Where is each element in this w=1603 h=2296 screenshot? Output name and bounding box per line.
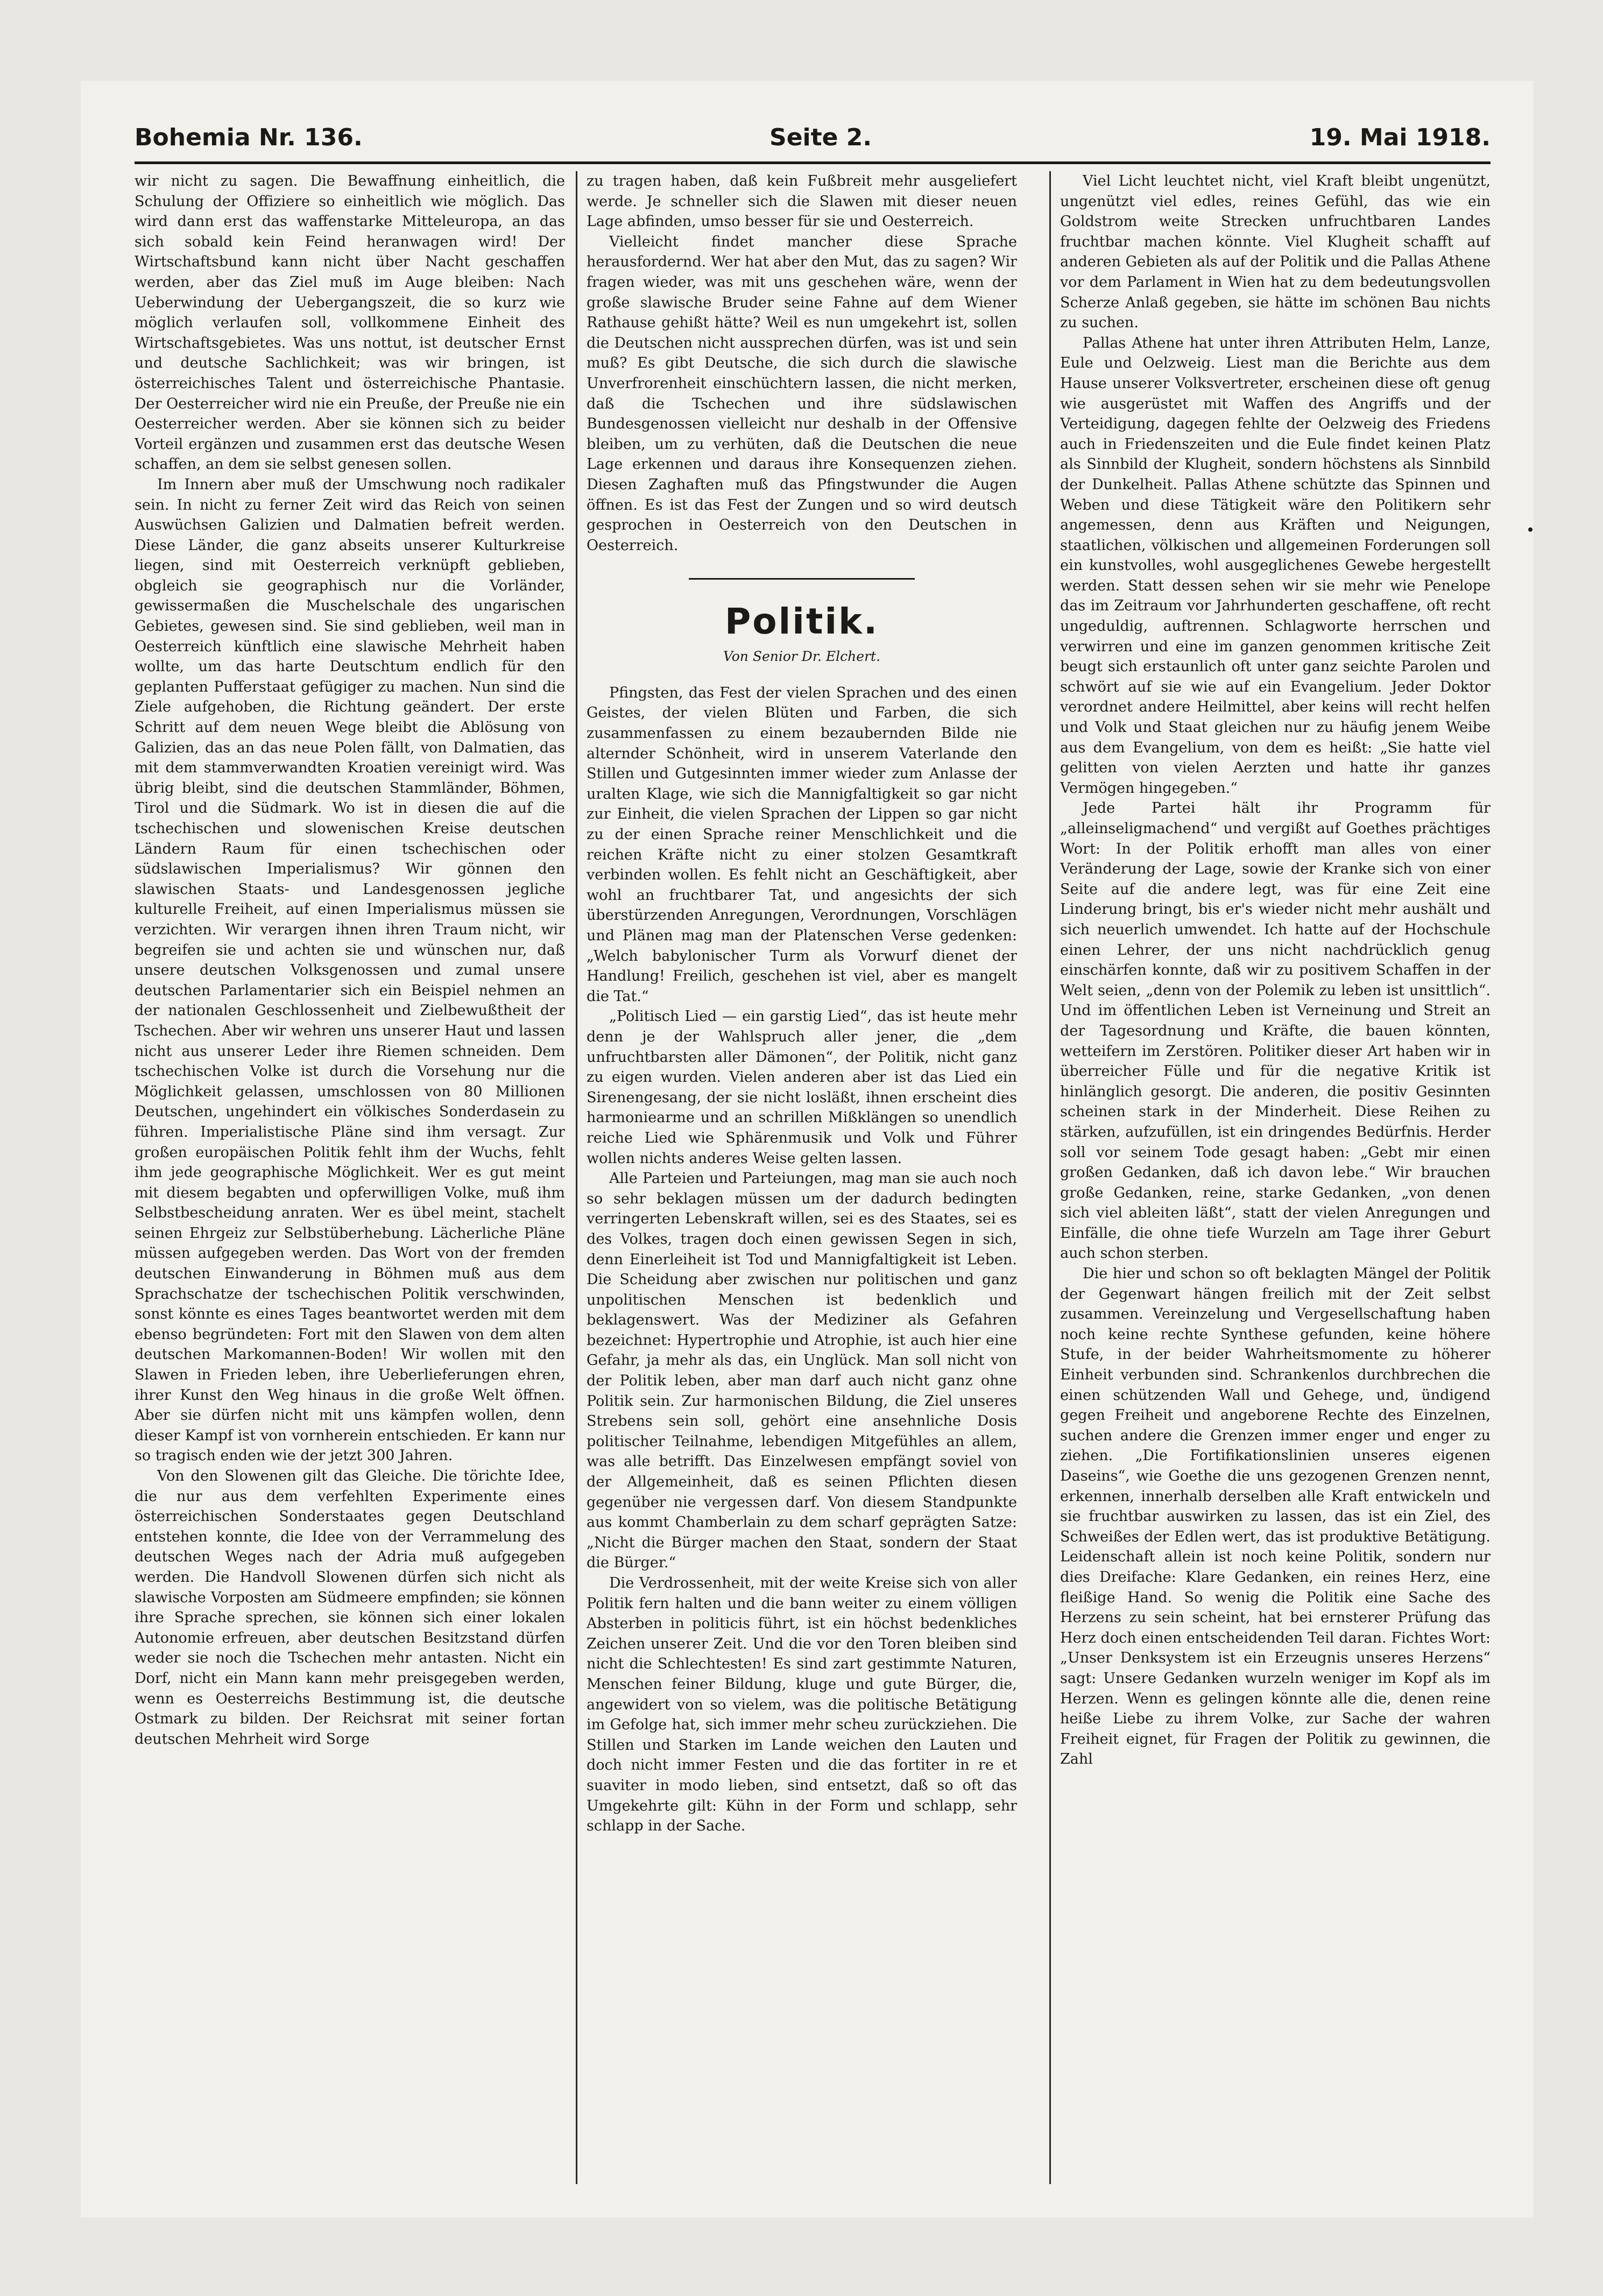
section-divider	[689, 578, 915, 580]
paragraph: Pallas Athene hat unter ihren Attributen Helm, Lanze, Eule und Oelzweig. Liest man die Berichte aus dem Hause unserer Volksvertreter, erscheinen diese oft genug wie ausgerüstet mit Waffen des Angriffs und der Verteidigung, dagegen fehlte der Oelzweig des Friedens auch in Friedenszeiten und die Eule findet keinen Platz als Sinnbild der Klugheit, sondern höchstens als Sinnbild der Dunkelheit. Pallas Athene schützte das Spinnen und Weben und diese Tätigkeit wäre den Politikern sehr angemessen, denn aus Kräften und Neigungen, staatlichen, völkischen und allgemeinen Forderungen soll ein kunstvolles, wohl ausgeglichenes Gewebe hergestellt werden. Statt dessen sehen wir sie mehr wie Penelope das im Zeitraum vor Jahrhunderten geschaffene, oft recht ungeduldig, auftrennen. Schlagworte herrschen und verwirren und eine im ganzen genommen kritische Zeit beugt sich erstaunlich oft unter ganz seichte Parolen und schwört auf sie wie auf ein Evangelium. Jeder Doktor verordnet andere Heilmittel, aber keins will recht helfen und Volk und Staat gleichen nur zu häufig jenem Weibe aus dem Evangelium, von dem es heißt: „Sie hatte viel gelitten von vielen Aerzten und hatte ihr ganzes Vermögen hingegeben.“	[1060, 334, 1491, 797]
header-rule	[135, 161, 1491, 164]
paragraph: Viel Licht leuchtet nicht, viel Kraft bleibt ungenützt, ungenützt viel edles, reines Gefühl, das wie ein Goldstrom weite Strecken unfruchtbaren Landes fruchtbar machen könnte. Viel Klugheit schafft auf anderen Gebieten als auf der Politik und die Pallas Athene vor dem Parlament in Wien hat zu dem bedeutungsvollen Scherze Anlaß gegeben, sie hätte im schönen Bau nichts zu suchen.	[1060, 173, 1491, 332]
newspaper-page	[81, 81, 1534, 2217]
column-2	[587, 171, 1017, 2184]
header-issue: Bohemia Nr. 136.	[135, 124, 363, 151]
article-byline: Von Senior Dr. Elchert.	[723, 649, 881, 665]
paragraph: zu tragen haben, daß kein Fußbreit mehr ausgeliefert werde. Je schneller sich die Slawen mit dieser neuen Lage abfinden, umso besser für sie und Oesterreich.	[587, 173, 1017, 230]
column-divider	[1049, 171, 1051, 2184]
paragraph: Von den Slowenen gilt das Gleiche. Die törichte Idee, die nur aus dem verfehlten Experimente eines österreichischen Sonderstaates gegen Deutschland entstehen konnte, die Idee von der Verrammelung des deutschen Weges nach der Adria muß aufgegeben werden. Die Handvoll Slowenen dürfen sich nicht als slawische Vorposten am Südmeere empfinden; sie können ihre Sprache sprechen, sie können sich einer lokalen Autonomie erfreuen, aber deutschen Besitzstand dürfen weder sie noch die Tschechen mehr antasten. Nicht ein Dorf, nicht ein Mann kann mehr preisgegeben werden, wenn es Oesterreichs Bestimmung ist, die deutsche Ostmark zu bilden. Der Reichsrat mit seiner fortan deutschen Mehrheit wird Sorge	[135, 1468, 565, 1748]
header-date: 19. Mai 1918.	[1309, 124, 1491, 151]
column-divider	[576, 171, 577, 2184]
paragraph: Die Verdrossenheit, mit der weite Kreise sich von aller Politik fern halten und die bann weiter zu einem völligen Absterben in politicis führt, ist ein höchst bedenkliches Zeichen unserer Zeit. Und die vor den Toren bleiben sind nicht die Schlechtesten! Es sind zart gestimmte Naturen, Menschen feiner Bildung, kluge und gute Bürger, die, angewidert von so vielem, was die politische Betätigung im Gefolge hat, sich immer mehr scheu zurückziehen. Die Stillen und Starken im Lande weichen den Lauten und doch nicht immer Festen und die das fortiter in re et suaviter in modo lieben, sind entsetzt, daß so oft das Umgekehrte gilt: Kühn in der Form und schlapp, sehr schlapp in der Sache.	[587, 1575, 1017, 1835]
page-header	[135, 118, 1491, 156]
header-page-number: Seite 2.	[769, 124, 872, 151]
paragraph: Jede Partei hält ihr Programm für „alleinseligmachend“ und vergißt auf Goethes prächtiges Wort: In der Politik erhofft man alles von einer Veränderung der Lage, sowie der Kranke sich von einer Seite auf die andere legt, was für eine Zeit eine Linderung bringt, bis er's wieder nicht mehr aushält und sich neuerlich umwendet. Ich hatte auf der Hochschule einen Lehrer, der uns nicht nachdrücklich genug einschärfen konnte, daß wir zu positivem Schaffen in der Welt seien, „denn von der Polemik zu leben ist unsittlich“. Und im öffentlichen Leben ist Verneinung und Streit an der Tagesordnung und Kräfte, die bauen könnten, wetteifern im Zerstören. Politiker dieser Art haben wir in überreicher Fülle und für die negative Kritik ist hinlänglich gesorgt. Die anderen, die positiv Gesinnten scheinen stark in der Minderheit. Diese Reihen zu stärken, aufzufüllen, ist ein dringendes Bedürfnis. Herder soll vor seinem Tode gesagt haben: „Gebt mir einen großen Gedanken, daß ich davon lebe.“ Wir brauchen große Gedanken, reine, starke Gedanken, „von denen sich viel ableiten läßt“, statt der vielen Anregungen und Einfälle, die ohne tiefe Wurzeln am Tage ihrer Geburt auch schon sterben.	[1060, 800, 1491, 1262]
paragraph: „Politisch Lied — ein garstig Lied“, das ist heute mehr denn je der Wahlspruch aller jener, die „dem unfruchtbarsten aller Dämonen“, der Politik, nicht ganz zu eigen wurden. Vielen anderen aber ist das Lied ein Sirenengesang, der sie nicht losläßt, ihnen erscheint dies harmoniearme und an schrillen Mißklängen so unendlich reiche Lied wie Sphärenmusik und Volk und Führer wollen nichts anderes Weise gelten lassen.	[587, 1008, 1017, 1167]
column-1	[135, 171, 565, 2184]
paragraph: Pfingsten, das Fest der vielen Sprachen und des einen Geistes, der vielen Blüten und Farben, die sich zusammenfassen zu einem bezaubernden Bilde nie alternder Schönheit, wird in unserem Vaterlande den Stillen und Gutgesinnten immer wieder zum Anlasse der uralten Klage, wie sich die Mannigfaltigkeit so gar nicht zur Einheit, die vielen Sprachen der Lippen so gar nicht zu der einen Sprache reiner Menschlichkeit und die reichen Kräfte nicht zu einer stolzen Gesamtkraft verbinden wollen. Es fehlt nicht an Geschäftigkeit, aber wohl an fruchtbarer Tat, und angesichts der sich überstürzenden Anregungen, Verordnungen, Vorschlägen und Plänen mag man der Platenschen Verse gedenken: „Welch babylonischer Turm als Vorwurf dienet der Handlung! Freilich, geschehen ist viel, aber es mangelt die Tat.“	[587, 684, 1017, 1005]
ink-speck	[1528, 527, 1533, 532]
paragraph: Vielleicht findet mancher diese Sprache herausfordernd. Wer hat aber den Mut, das zu sagen? Wir fragen wieder, was mit uns geschehen wäre, wenn der große slawische Bruder seine Fahne auf dem Wiener Rathause gehißt hätte? Weil es nun umgekehrt ist, sollen die Deutschen nicht aussprechen dürfen, was ist und sein muß? Es gibt Deutsche, die sich durch die slawische Unverfrorenheit einschüchtern lassen, die nicht merken, daß die Tschechen und ihre südslawischen Bundesgenossen vielleicht nur deshalb in der Offensive bleiben, um zu verhüten, daß die Deutschen die neue Lage erkennen und daraus ihre Konsequenzen ziehen. Diesen Zaghaften muß das Pfingstwunder die Augen öffnen. Es ist das Fest der Zungen und so wird deutsch gesprochen in Oesterreich von den Deutschen in Oesterreich.	[587, 233, 1017, 554]
paragraph: Im Innern aber muß der Umschwung noch radikaler sein. In nicht zu ferner Zeit wird das Reich von seinen Auswüchsen Galizien und Dalmatien befreit werden. Diese Länder, die ganz abseits unserer Kulturkreise liegen, sind mit Oesterreich verknüpft geblieben, obgleich sie geographisch nur die Vorländer, gewissermaßen die Muschelschale des ungarischen Gebietes, gewesen sind. Sie sind geblieben, weil man in Oesterreich künftlich eine slawische Mehrheit haben wollte, um das harte Deutschtum endlich für den geplanten Pufferstaat gefügiger zu machen. Nun sind die Ziele aufgehoben, die Richtung geändert. Der erste Schritt auf dem neuen Wege bleibt die Ablösung von Galizien, das an das neue Polen fällt, von Dalmatien, das mit dem stammverwandten Kroatien vereinigt wird. Was übrig bleibt, sind die deutschen Stammländer, Böhmen, Tirol und die Südmark. Wo ist in diesen die auf die tschechischen und slowenischen Kreise deutschen Ländern Raum für einen tschechischen oder südslawischen Imperialismus? Wir gönnen den slawischen Staats- und Landesgenossen jegliche kulturelle Freiheit, auf einen Imperialismus müssen sie verzichten. Wir verargen ihnen ihren Traum nicht, wir begreifen sie und achten sie und wünschen nur, daß unsere deutschen Volksgenossen und zumal unsere deutschen Parlamentarier sich ein Beispiel nehmen an der nationalen Geschlossenheit und Zielbewußtheit der Tschechen. Aber wir wehren uns unserer Haut und lassen nicht aus unserer Leder ihre Riemen schneiden. Dem tschechischen Volke ist durch die Vorsehung nur die Möglichkeit gelassen, umschlossen von 80 Millionen Deutschen, ungehindert ein völkisches Sonderdasein zu führen. Imperialistische Pläne sind ihm versagt. Zur großen europäischen Politik fehlt ihm der Wuchs, fehlt ihm jede geographische Möglichkeit. Wer es gut meint mit diesem begabten und opferwilligen Volke, muß ihm Selbstbescheidung anraten. Wer es übel meint, stachelt seinen Ehrgeiz zur Selbstüberhebung. Lächerliche Pläne müssen aufgegeben werden. Das Wort von der fremden deutschen Einwanderung in Böhmen muß aus dem Sprachschatze der tschechischen Politik verschwinden, sonst könnte es eines Tages beantwortet werden mit dem ebenso begründeten: Fort mit den Slawen von dem alten deutschen Markomannen-Boden! Wir wollen mit den Slawen in Frieden leben, ihre Ueberlieferungen ehren, ihrer Kunst den Weg hinaus in die große Welt öffnen. Aber sie dürfen nicht mit uns kämpfen wollen, denn dieser Kampf ist von vornherein entschieden. Er kann nur so tragisch enden wie der jetzt 300 Jahren.	[135, 476, 565, 1464]
article-title: Politik.	[724, 601, 879, 643]
paragraph: Die hier und schon so oft beklagten Mängel der Politik der Gegenwart hängen freilich mit der Zeit selbst zusammen. Vereinzelung und Vergesellschaftung haben noch keine rechte Synthese gefunden, keine höhere Stufe, in der beider Wahrheitsmomente zu höherer Einheit verbunden sind. Schrankenlos durchbrechen die einen schützenden Wall und Gehege, und, ündigend gegen Freiheit und angeborene Rechte des Einzelnen, suchen andere die Grenzen immer enger und enger zu ziehen. „Die Fortifikationslinien unseres eigenen Daseins“, wie Goethe die uns gezogenen Grenzen nennt, erkennen, innerhalb derselben alle Kraft entwickeln und sie fruchtbar auswirken zu lassen, das ist ein Ziel, des Schweißes der Edlen wert, das ist produktive Betätigung. Leidenschaft allein ist noch keine Politik, sondern nur dies Dreifache: Klare Gedanken, ein reines Herz, eine fleißige Hand. So wenig die Politik eine Sache des Herzens zu sein scheint, hat bei ernsterer Prüfung das Herz doch einen entscheidenden Teil daran. Fichtes Wort: „Unser Denksystem ist ein Erzeugnis unseres Herzens“ sagt: Unsere Gedanken wurzeln weniger im Kopf als im Herzen. Wenn es gelingen könnte alle die, denen reine heiße Liebe zu ihrem Volke, zur Sache der wahren Freiheit eignet, für Fragen der Politik zu gewinnen, die Zahl	[1060, 1265, 1491, 1768]
paragraph: Alle Parteien und Parteiungen, mag man sie auch noch so sehr beklagen müssen um der dadurch bedingten verringerten Lebenskraft willen, sei es des Staates, sei es des Volkes, tragen doch einen gewissen Segen in sich, denn Einerleiheit ist Tod und Mannigfaltigkeit ist Leben. Die Scheidung aber zwischen nur politischen und ganz unpolitischen Menschen ist bedenklich und beklagenswert. Was der Mediziner als Gefahren bezeichnet: Hypertrophie und Atrophie, ist auch hier eine Gefahr, ja mehr als das, ein Unglück. Man soll nicht von der Politik leben, aber man darf auch nicht ganz ohne Politik sein. Zur harmonischen Bildung, die Ziel unseres Strebens sein soll, gehört eine ansehnliche Dosis politischer Teilnahme, lebendigen Mitgefühles an allem, was alle betrifft. Das Einzelwesen empfängt soviel von der Allgemeinheit, daß es seinen Pflichten diesen gegenüber nie vergessen darf. Von diesem Standpunkte aus kommt Chamberlain zu dem scharf geprägten Satze: „Nicht die Bürger machen den Staat, sondern der Staat die Bürger.“	[587, 1170, 1017, 1572]
column-3	[1060, 171, 1491, 2184]
paragraph: wir nicht zu sagen. Die Bewaffnung einheitlich, die Schulung der Offiziere so einheitlich wie möglich. Das wird dann erst das waffenstarke Mitteleuropa, an das sich sobald kein Feind heranwagen wird! Der Wirtschaftsbund kann nicht über Nacht geschaffen werden, aber das Ziel muß im Auge bleiben: Nach Ueberwindung der Uebergangszeit, die so kurz wie möglich verlaufen soll, vollkommene Einheit des Wirtschaftsgebietes. Was uns nottut, ist deutscher Ernst und deutsche Sachlichkeit; was wir bringen, ist österreichisches Talent und österreichische Phantasie. Der Oesterreicher wird nie ein Preuße, der Preuße nie ein Oesterreicher werden. Aber sie können sich zu beider Vorteil ergänzen und zusammen erst das deutsche Wesen schaffen, an dem sie selbst genesen sollen.	[135, 173, 565, 473]
